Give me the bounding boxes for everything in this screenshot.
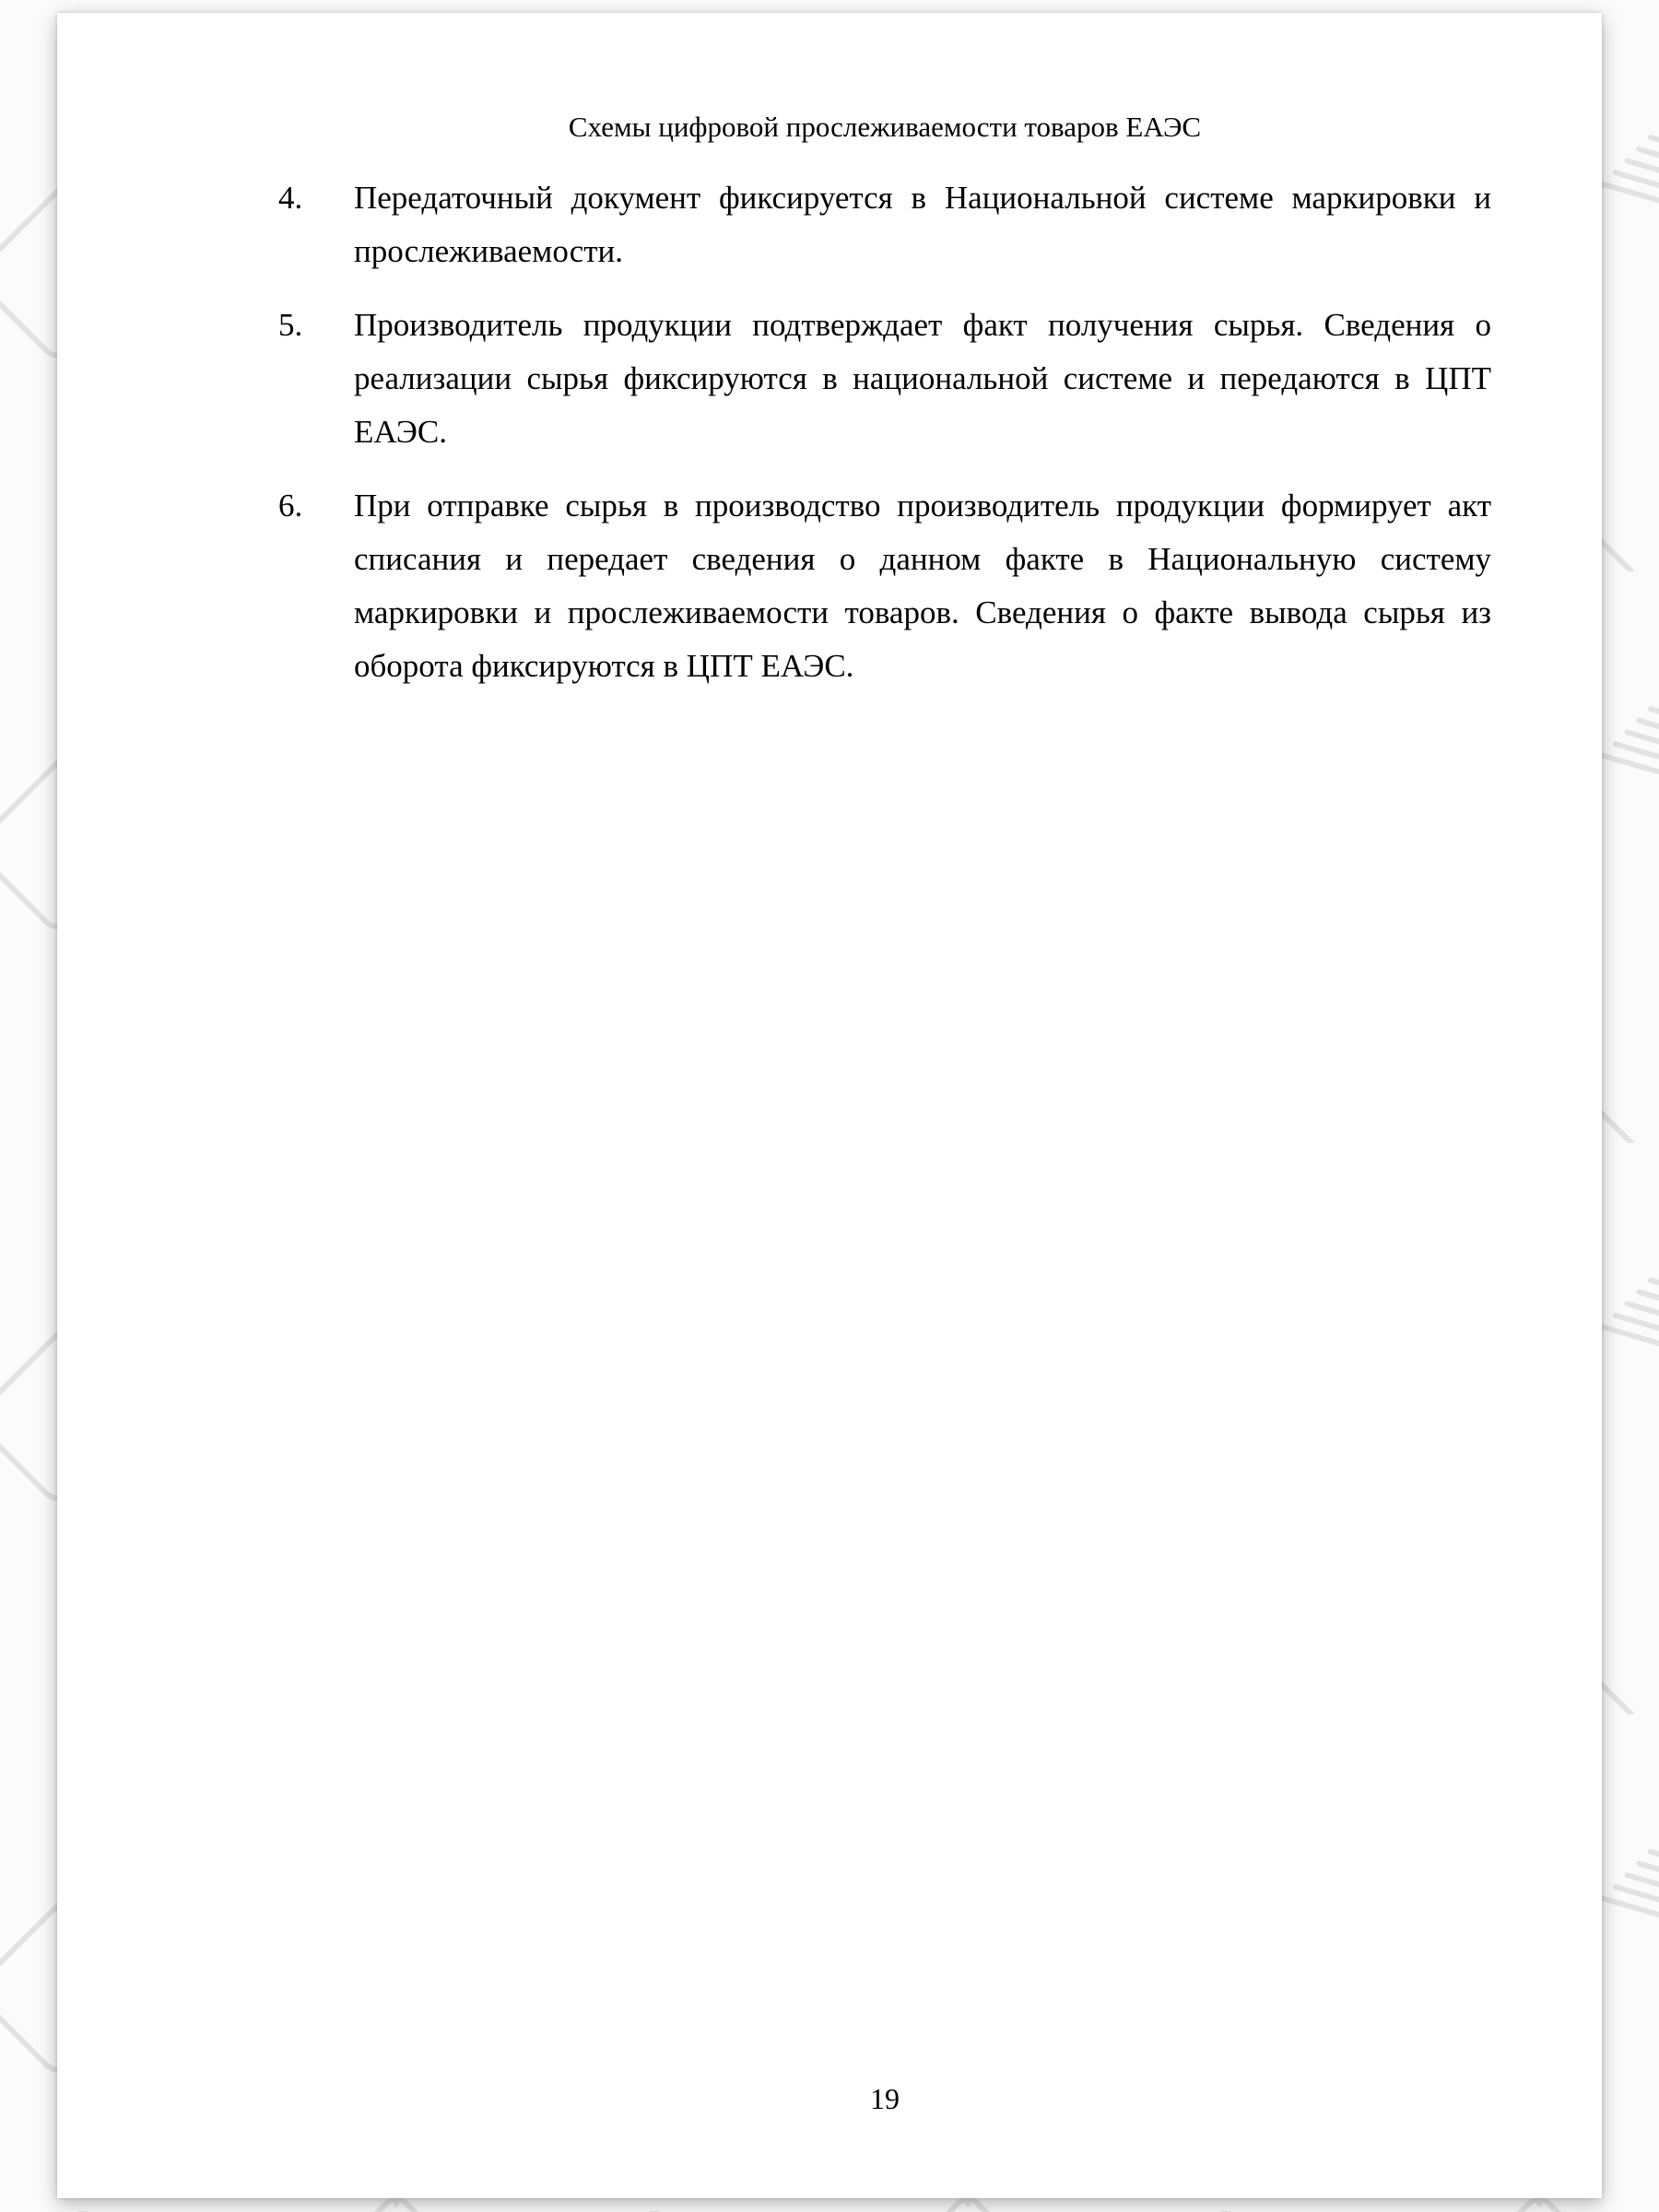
page-number: 19 (870, 2082, 900, 2115)
list-item-text: При отправке сырья в производство производитель продукции формирует акт списания и передает сведения о данном факте в Национальную систему маркировки и прослеживаемости товаров. Сведения о факте вывода сырья из оборота фиксируются в ЦПТ ЕАЭС. (354, 488, 1491, 684)
list-item (278, 171, 1491, 278)
page-content (278, 13, 1491, 713)
numbered-list (278, 171, 1491, 693)
list-item-number: 6. (278, 488, 303, 524)
list-item-text: Производитель продукции подтверждает факт получения сырья. Сведения о реализации сырья фиксируются в национальной системе и передаются в ЦПТ ЕАЭС. (354, 307, 1491, 450)
list-item (278, 299, 1491, 459)
list-item-number: 5. (278, 307, 303, 343)
document-page (57, 13, 1602, 2198)
list-item (278, 479, 1491, 693)
list-item-number: 4. (278, 180, 303, 216)
list-item-text: Передаточный документ фиксируется в Национальной системе маркировки и прослеживаемости. (354, 180, 1491, 269)
page-header-title: Схемы цифровой прослеживаемости товаров ЕАЭС (568, 111, 1202, 143)
